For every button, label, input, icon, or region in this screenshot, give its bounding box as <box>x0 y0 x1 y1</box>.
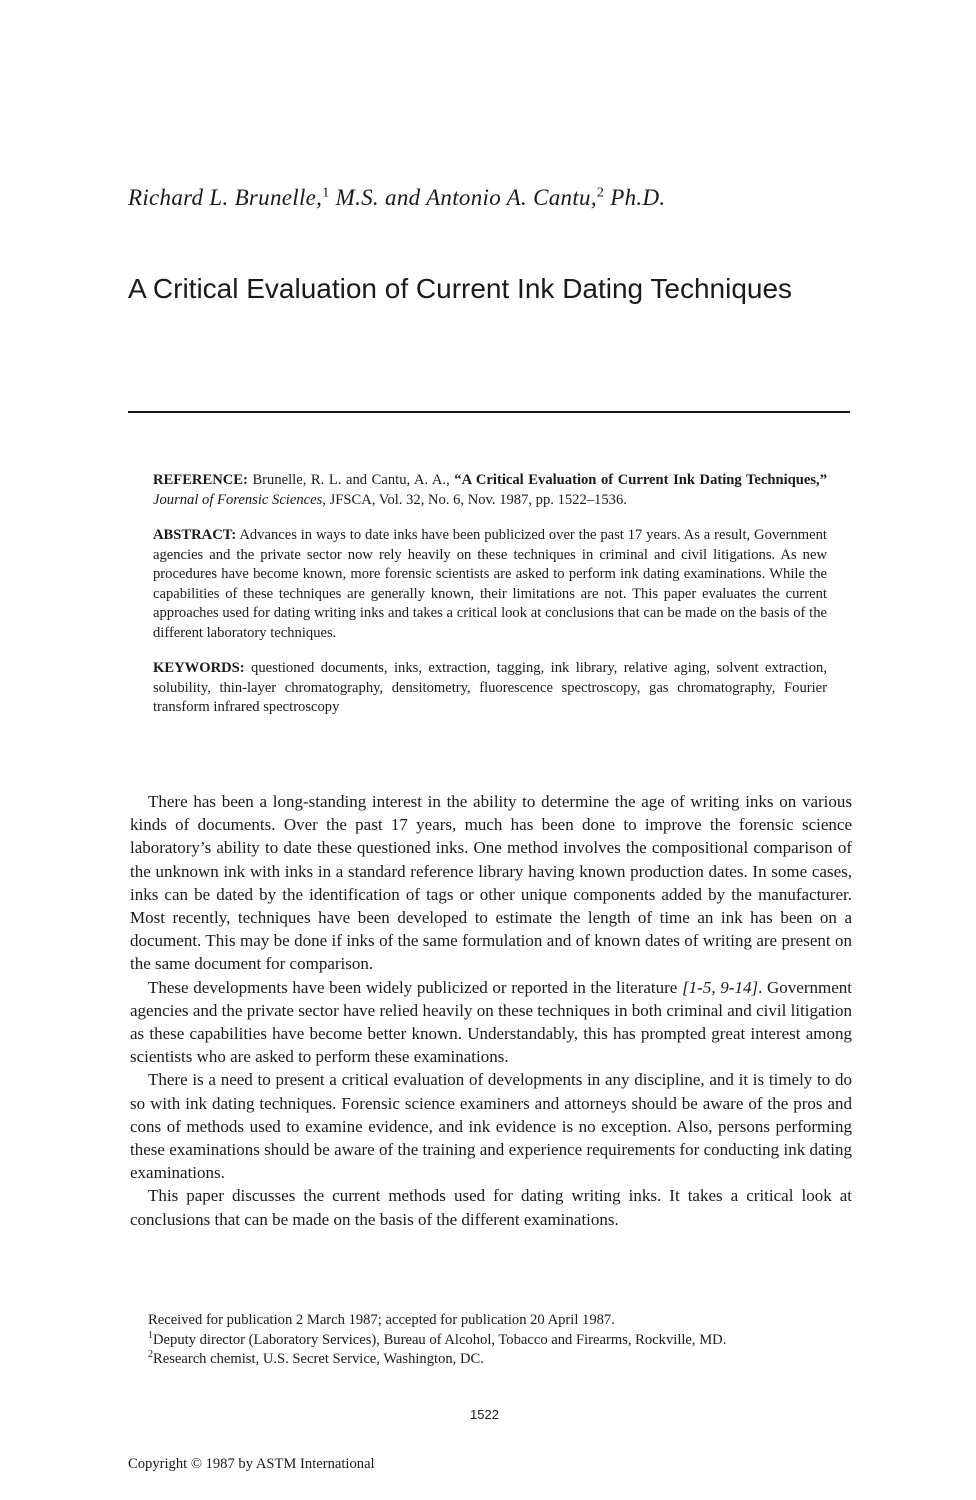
page-number: 1522 <box>470 1407 499 1422</box>
author-1-name: Richard L. Brunelle, <box>128 185 323 210</box>
footnote-1-text: Deputy director (Laboratory Services), Bureau of Alcohol, Tobacco and Firearms, Rockville, MD. <box>153 1331 727 1348</box>
footnotes <box>148 1311 853 1370</box>
keywords-text: questioned documents, inks, extraction, tagging, ink library, relative aging, solvent extraction, solubility, thin-layer chromatography, densitometry, fluorescence spectroscopy, gas chromatography, Fourier transform infrared spectroscopy <box>153 660 827 715</box>
reference-authors: Brunelle, R. L. and Cantu, A. A., <box>252 472 450 488</box>
footnote-2-mark: 2 <box>148 1349 153 1361</box>
reference-journal: Journal of Forensic Sciences, <box>153 491 326 508</box>
footnote-2 <box>148 1350 853 1370</box>
keywords-label: KEYWORDS: <box>153 660 245 676</box>
author-conjunction: and <box>385 185 421 210</box>
body-paragraph-2 <box>130 976 852 1069</box>
footnote-2-text: Research chemist, U.S. Secret Service, Washington, DC. <box>153 1351 484 1368</box>
footnote-1-mark: 1 <box>148 1329 153 1341</box>
author-2-name: Antonio A. Cantu, <box>426 185 597 210</box>
abstract-label: ABSTRACT: <box>153 527 237 543</box>
author-line <box>128 185 888 211</box>
body-paragraph-3: There is a need to present a critical evaluation of developments in any discipline, and it is timely to do so with ink dating techniques. Forensic science examiners and attorneys should be aware of the pros and cons of methods used to examine evidence, and ink evidence is no exception. Also, persons performing these examinations should be aware of the training and experience requirements for conducting ink dating examinations. <box>130 1070 852 1183</box>
keywords-block <box>153 659 827 718</box>
author-2-footnote-mark: 2 <box>596 185 605 201</box>
paper-title: A Critical Evaluation of Current Ink Dating Techniques <box>128 273 793 304</box>
author-1-footnote-mark: 1 <box>322 185 330 201</box>
abstract-text: Advances in ways to date inks have been publicized over the past 17 years. As a result, Government agencies and the private sector now rely heavily on these techniques in criminal and civil litigations. As new procedures have become known, more forensic scientists are asked to perform ink dating examinations. While the capabilities of these techniques are generally known, their limitations are not. This paper evaluates the current approaches used for dating writing inks and takes a critical look at conclusions that can be made on the basis of the different laboratory techniques. <box>153 527 827 641</box>
copyright-notice: Copyright © 1987 by ASTM International <box>128 1456 375 1472</box>
literature-citation: [1-5, 9-14] <box>682 977 759 997</box>
abstract-block <box>153 526 827 643</box>
reference-article-title: “A Critical Evaluation of Current Ink Dating Techniques,” <box>454 472 827 488</box>
body-paragraph-1: There has been a long-standing interest in the ability to determine the age of writing inks on various kinds of documents. Over the past 17 years, much has been done to improve the forensic science laboratory’s ability to date these questioned inks. One method involves the compositional comparison of the unknown ink with inks in a standard reference library having known production dates. In some cases, inks can be dated by the identification of tags or other unique components added by the manufacturer. Most recently, techniques have been developed to estimate the length of time an ink has been on a document. This may be done if inks of the same formulation and of known dates of writing are present on the same document for comparison. <box>130 792 852 974</box>
reference-block <box>153 471 827 510</box>
body-text <box>130 790 852 1231</box>
reference-citation: JFSCA, Vol. 32, No. 6, Nov. 1987, pp. 1522–1536. <box>329 491 627 508</box>
received-note: Received for publication 2 March 1987; accepted for publication 20 April 1987. <box>148 1312 615 1328</box>
front-matter <box>153 471 827 734</box>
reference-label: REFERENCE: <box>153 472 248 488</box>
author-2-degree: Ph.D. <box>610 185 666 210</box>
title-divider <box>128 411 850 413</box>
body-paragraph-2-start: These developments have been widely publicized or reported in the literature <box>148 977 678 997</box>
footnote-1 <box>148 1331 853 1351</box>
body-paragraph-4: This paper discusses the current methods used for dating writing inks. It takes a critical look at conclusions that can be made on the basis of the different examinations. <box>130 1186 852 1229</box>
body-paragraph-2-end: . Government agencies and the private sector have relied heavily on these techniques in both criminal and civil litigation as these capabilities have become better known. Understandably, this has prompted great interest among scientists who are asked to perform these examinations. <box>130 977 852 1067</box>
author-1-degree: M.S. <box>335 185 379 210</box>
